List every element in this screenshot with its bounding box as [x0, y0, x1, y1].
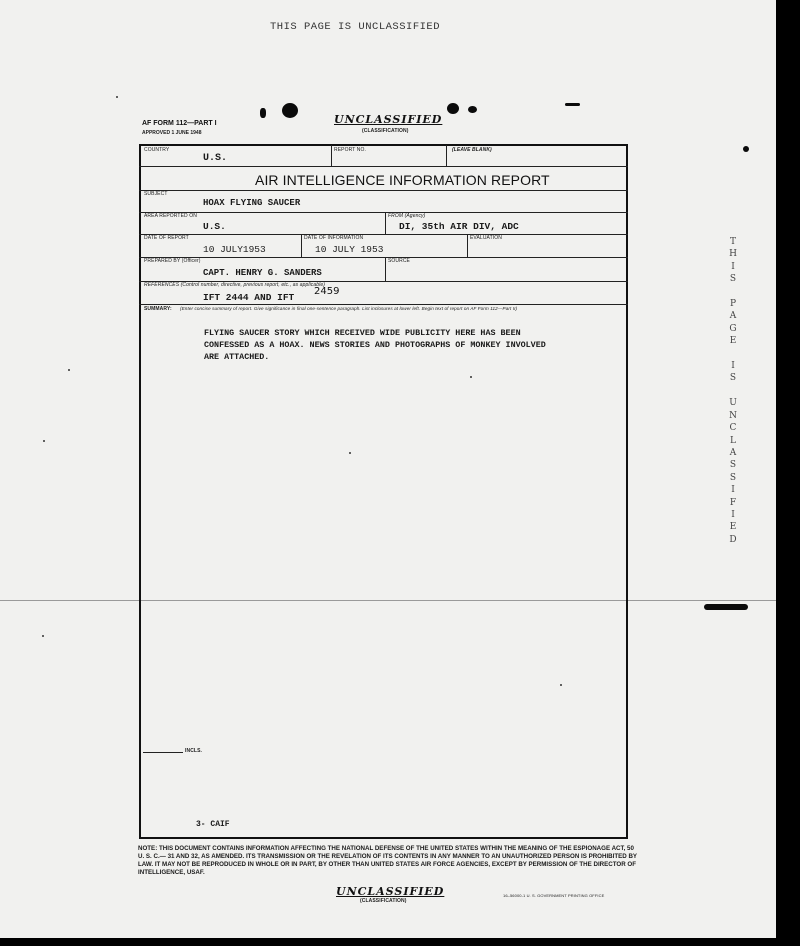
classification-label-top: (CLASSIFICATION)	[362, 128, 409, 134]
scan-speck	[42, 635, 44, 637]
classification-bottom: UNCLASSIFIED	[336, 885, 445, 898]
country-value: U.S.	[203, 153, 228, 164]
summary-label: SUMMARY:	[144, 306, 172, 312]
divider	[139, 190, 628, 191]
divider	[139, 234, 628, 235]
side-banner: T H I S P A G E I S U N C L A S S I F I E D	[729, 237, 737, 545]
evaluation-label: EVALUATION	[470, 235, 502, 241]
report-title: AIR INTELLIGENCE INFORMATION REPORT	[255, 172, 550, 188]
references-label: REFERENCES (Control number, directive, previous report, etc., as applicable)	[144, 282, 326, 288]
scan-speck	[68, 369, 70, 371]
summary-line-1: FLYING SAUCER STORY WHICH RECEIVED WIDE PUBLICITY HERE HAS BEEN	[204, 328, 521, 338]
printer-mark: 16–56000-1 U. S. GOVERNMENT PRINTING OFFICE	[503, 893, 605, 898]
incls-note: 3- CAIF	[196, 820, 230, 829]
scan-blot	[447, 103, 459, 114]
from-value: DI, 35th AIR DIV, ADC	[399, 221, 519, 232]
from-label: FROM (Agency)	[388, 213, 426, 219]
divider	[331, 145, 332, 166]
divider	[301, 234, 302, 257]
incls-label: INCLS.	[185, 748, 202, 754]
divider	[446, 145, 447, 166]
divider	[385, 257, 386, 281]
form-approved: APPROVED 1 JUNE 1948	[142, 130, 202, 136]
form-id: AF FORM 112—PART I	[142, 120, 217, 127]
divider	[139, 166, 628, 167]
classification-label-bottom: (CLASSIFICATION)	[360, 898, 407, 904]
subject-label: SUBJECT	[144, 191, 168, 197]
scan-blot	[565, 103, 580, 106]
country-label: COUNTRY	[144, 147, 170, 153]
area-value: U.S.	[203, 221, 226, 232]
divider	[139, 212, 628, 213]
date-of-report-label: DATE OF REPORT	[144, 235, 189, 241]
report-no-label: REPORT NO.	[334, 147, 366, 153]
notice-text: THIS DOCUMENT CONTAINS INFORMATION AFFECTING THE NATIONAL DEFENSE OF THE UNITED STATES WITHIN THE MEANING OF THE ESPIONAGE ACT, 50 U. S. C.— 31 AND 32, AS AMENDED. ITS TRANSMISSION OR THE REVELATION OF ITS CONTENTS IN ANY MANNER TO AN UNAUTHORIZED PERSON IS PROHIBITED BY LAW. IT MAY NOT BE REPRODUCED IN WHOLE OR IN PART, BY OTHER THAN UNITED STATES AIR FORCE AGENCIES, EXCEPT BY PERMISSION OF THE DIRECTOR OF INTELLIGENCE, USAF.	[138, 845, 637, 877]
leave-blank-label: (LEAVE BLANK)	[452, 147, 492, 153]
scan-speck	[43, 440, 45, 442]
incls-line	[143, 752, 183, 753]
top-banner: THIS PAGE IS UNCLASSIFIED	[270, 21, 441, 33]
date-of-information-label: DATE OF INFORMATION	[304, 235, 364, 241]
date-of-report-value: 10 JULY1953	[203, 244, 266, 255]
notice-prefix: NOTE:	[138, 845, 158, 852]
references-handwritten: 2459	[314, 286, 340, 297]
summary-line-3: ARE ATTACHED.	[204, 352, 270, 362]
source-label: SOURCE	[388, 258, 410, 264]
prepared-by-value: CAPT. HENRY G. SANDERS	[203, 268, 322, 278]
subject-value: HOAX FLYING SAUCER	[203, 198, 301, 208]
summary-instructions: (Enter concise summary of report. Give significance in final one-sentence paragraph. List inclosures at lower left. Begin text of report on AF Form 112—Part II)	[180, 306, 518, 311]
scan-blot	[468, 106, 477, 113]
scan-blot	[704, 604, 748, 610]
classification-top: UNCLASSIFIED	[334, 113, 443, 126]
scan-speck	[116, 96, 118, 98]
divider	[139, 257, 628, 258]
divider	[385, 212, 386, 234]
scan-blot	[282, 103, 298, 118]
legal-notice	[138, 845, 638, 877]
prepared-by-label: PREPARED BY (Officer)	[144, 258, 201, 264]
summary-line-2: CONFESSED AS A HOAX. NEWS STORIES AND PHOTOGRAPHS OF MONKEY INVOLVED	[204, 340, 546, 350]
area-label: AREA REPORTED ON	[144, 213, 197, 219]
divider	[139, 304, 628, 305]
divider	[467, 234, 468, 257]
scan-blot	[260, 108, 266, 118]
references-value: IFT 2444 AND IFT	[203, 292, 295, 303]
scan-blot	[743, 146, 749, 152]
date-of-information-value: 10 JULY 1953	[315, 244, 384, 255]
